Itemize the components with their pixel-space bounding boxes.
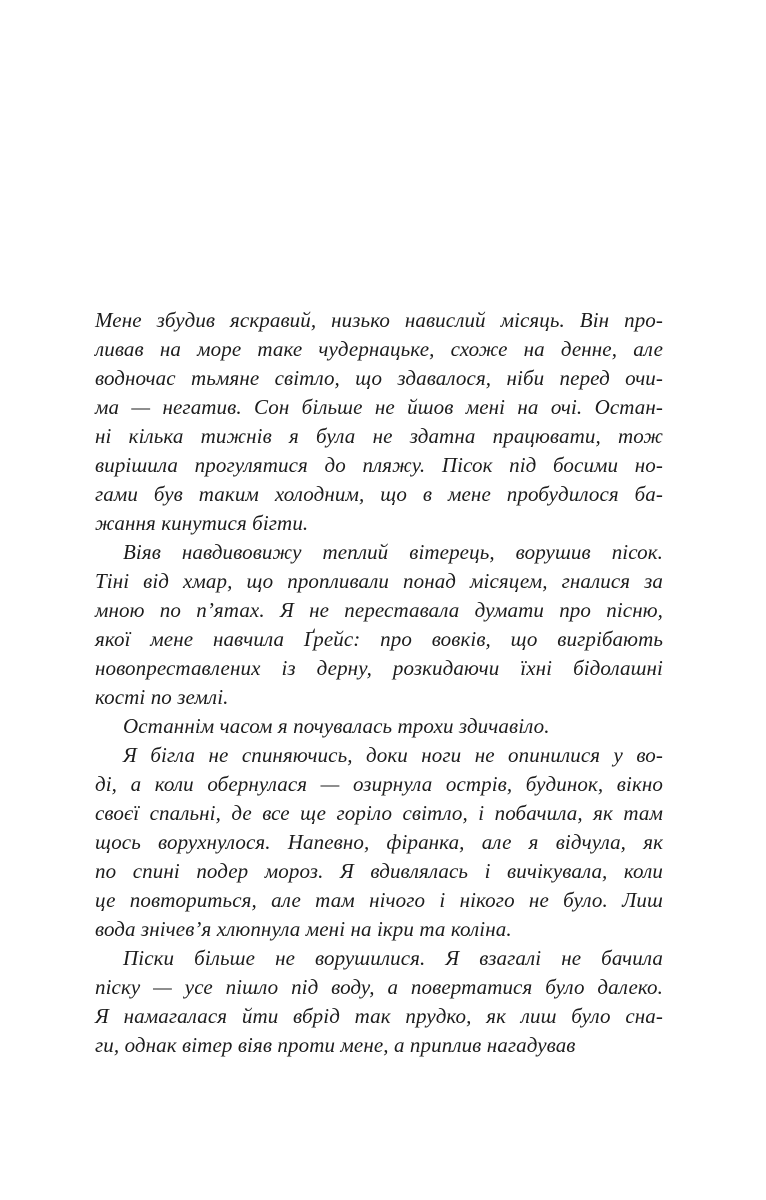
- text-line: ді, а коли обернулася — озирнула острів, будинок, вікно: [95, 772, 663, 796]
- text-line: новопреставлених із дерну, розкидаючи їхні бідолашні: [95, 656, 663, 680]
- text-line: мною по п’ятах. Я не переставала думати про пісню,: [95, 598, 663, 622]
- text-line: це повториться, але там нічого і нікого не було. Лиш: [95, 888, 663, 912]
- paragraph: [95, 944, 663, 1060]
- paragraph: [95, 741, 663, 944]
- text-line: ма — негатив. Сон більше не йшов мені на очі. Остан-: [95, 395, 663, 419]
- paragraph: [95, 538, 663, 712]
- text-line: піску — усе пішло під воду, а повертатися було далеко.: [95, 975, 663, 999]
- text-line: Піски більше не ворушилися. Я взагалі не бачила: [123, 946, 663, 970]
- text-line: вода знічев’я хлюпнула мені на ікри та коліна.: [95, 917, 512, 941]
- text-line: Тіні від хмар, що пропливали понад місяцем, гналися за: [95, 569, 663, 593]
- text-line: ги, однак вітер віяв проти мене, а приплив нагадував: [95, 1033, 576, 1057]
- text-line: жання кинутися бігти.: [95, 511, 309, 535]
- paragraph: [95, 306, 663, 538]
- text-line: Я намагалася йти вбрід так прудко, як лиш було сна-: [95, 1004, 663, 1028]
- text-line: кості по землі.: [95, 685, 229, 709]
- text-line: Останнім часом я почувалась трохи здичавіло.: [123, 714, 550, 738]
- text-block: [95, 306, 663, 1060]
- text-line: Мене збудив яскравий, низько навислий місяць. Він про-: [95, 308, 663, 332]
- text-line: гами був таким холодним, що в мене пробудилося ба-: [95, 482, 663, 506]
- text-line: ливав на море таке чудернацьке, схоже на денне, але: [95, 337, 663, 361]
- text-line: ні кілька тижнів я була не здатна працювати, тож: [95, 424, 663, 448]
- text-line: своєї спальні, де все ще горіло світло, і побачила, як там: [95, 801, 663, 825]
- text-line: Я бігла не спиняючись, доки ноги не опинилися у во-: [123, 743, 663, 767]
- text-line: водночас тьмяне світло, що здавалося, ніби перед очи-: [95, 366, 663, 390]
- paragraph: [95, 712, 663, 741]
- text-line: якої мене навчила Ґрейс: про вовків, що вигрібають: [95, 627, 663, 651]
- text-line: вирішила прогулятися до пляжу. Пісок під босими но-: [95, 453, 663, 477]
- text-line: по спині подер мороз. Я вдивлялась і вичікувала, коли: [95, 859, 663, 883]
- text-line: щось ворухнулося. Напевно, фіранка, але я відчула, як: [95, 830, 663, 854]
- text-line: Віяв навдивовижу теплий вітерець, ворушив пісок.: [123, 540, 663, 564]
